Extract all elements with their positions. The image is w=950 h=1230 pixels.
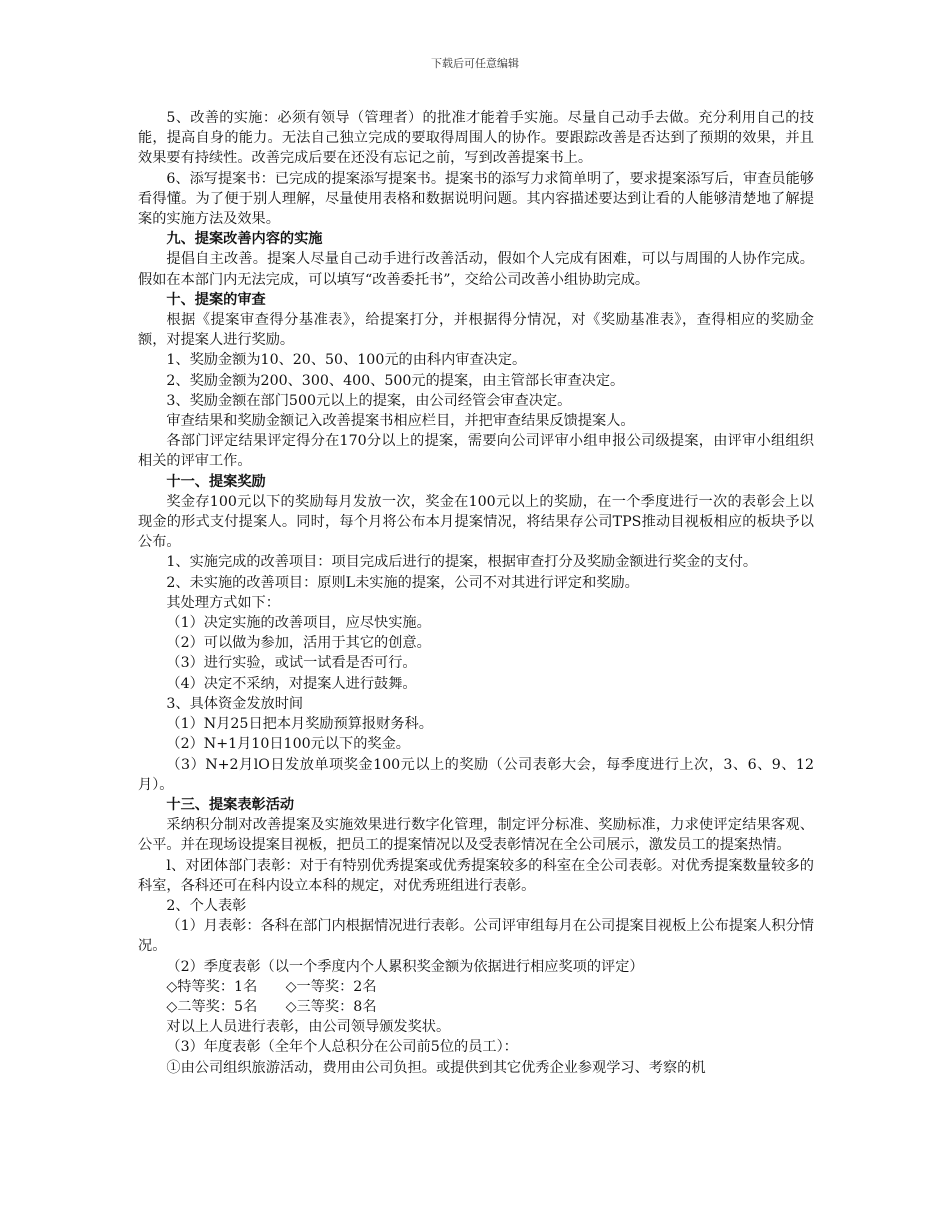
paragraph: 3、具体资金发放时间 (166, 695, 304, 712)
paragraph: 5、改善的实施：必须有领导（管理者）的批准才能着手实施。尽量自己动手去做。充分利用自己的技能，提高自身的能力。无法自己独立完成的要取得周围人的协作。要跟踪改善是否达到了预期的效果，并且效果要有持续性。改善完成后要在还没有忘记之前，写到改善提案书上。 (138, 110, 814, 167)
paragraph: （3）年度表彰（全年个人总积分在公司前5位的员工）： (166, 1039, 518, 1056)
paragraph: 提倡自主改善。提案人尽量自己动手进行改善活动，假如个人完成有困难，可以与周围的人协作完成。假如在本部门内无法完成，可以填写“改善委托书”，交给公司改善小组协助完成。 (138, 251, 814, 288)
section-heading: 十一、提案奖励 (166, 473, 266, 490)
paragraph: 对以上人员进行表彰，由公司领导颁发奖状。 (166, 1019, 451, 1036)
paragraph: ◇二等奖：5名 ◇三等奖：8名 (166, 998, 377, 1015)
paragraph: （3）N+2月lO日发放单项奖金100元以上的奖励（公司表彰大会，每季度进行上次，3、6、9、12月）。 (138, 756, 814, 793)
paragraph: （2）季度表彰（以一个季度内个人累积奖金额为依据进行相应奖项的评定） (166, 958, 644, 975)
paragraph: 2、未实施的改善项目：原则L未实施的提案，公司不对其进行评定和奖励。 (166, 574, 639, 591)
paragraph: 2、个人表彰 (166, 897, 247, 914)
paragraph: 根据《提案审查得分基准表》，给提案打分，并根据得分情况，对《奖励基准表》，查得相应的奖励金额，对提案人进行奖励。 (138, 312, 814, 349)
paragraph: （3）进行实验，或试一试看是否可行。 (166, 655, 417, 672)
paragraph: ◇特等奖：1名 ◇一等奖：2名 (166, 978, 377, 995)
section-heading: 十三、提案表彰活动 (166, 796, 295, 813)
paragraph: 1、实施完成的改善项目：项目完成后进行的提案，根据审查打分及奖励金额进行奖金的支付。 (166, 554, 758, 571)
paragraph: 采纳积分制对改善提案及实施效果进行数字化管理，制定评分标准、奖励标准，力求使评定结果客观、公平。并在现场设提案目视板，把员工的提案情况以及受表彰情况在全公司展示，激发员工的提案热情。 (138, 817, 814, 854)
paragraph: 6、添写提案书：已完成的提案添写提案书。提案书的添写力求简单明了，要求提案添写后，审查员能够看得懂。为了便于别人理解，尽量使用表格和数据说明问题。其内容描述要达到让看的人能够清楚地了解提案的实施方法及效果。 (138, 170, 814, 228)
paragraph: 奖金存100元以下的奖励每月发放一次，奖金在100元以上的奖励，在一个季度进行一次的表彰会上以现金的形式支付提案人。同时，每个月将公布本月提案情况，将结果存公司TPS推动目视板相应的板块予以公布。 (138, 493, 814, 551)
paragraph: （1）月表彰：各科在部门内根据情况进行表彰。公司评审组每月在公司提案目视板上公布提案人积分情况。 (138, 918, 814, 955)
paragraph: （1）决定实施的改善项目，应尽快实施。 (166, 615, 431, 632)
paragraph: ①由公司组织旅游活动，费用由公司负担。或提供到其它优秀企业参观学习、考察的机 (166, 1059, 706, 1076)
paragraph: （2）可以做为参加，活用于其它的创意。 (166, 635, 431, 652)
paragraph: 3、奖励金额在部门500元以上的提案，由公司经管会审查决定。 (166, 392, 572, 409)
paragraph: （1）N月25日把本月奖励预算报财务科。 (166, 716, 433, 733)
page-header: 下载后可任意编辑 (431, 57, 519, 70)
paragraph: 审查结果和奖励金额记入改善提案书相应栏目，并把审查结果反馈提案人。 (166, 413, 635, 430)
paragraph: （2）N+1月10日100元以下的奖金。 (166, 736, 410, 753)
paragraph: l、对团体部门表彰：对于有特别优秀提案或优秀提案较多的科室在全公司表彰。对优秀提案数量较多的科室，各科还可在科内设立本科的规定，对优秀班组进行表彰。 (138, 857, 814, 894)
section-heading: 九、提案改善内容的实施 (166, 231, 323, 248)
paragraph: 1、奖励金额为10、20、50、100元的由科内审查决定。 (166, 352, 527, 369)
paragraph: 各部门评定结果评定得分在170分以上的提案，需要向公司评审小组申报公司级提案，由评审小组组织相关的评审工作。 (138, 433, 814, 470)
document-body (138, 108, 814, 1078)
paragraph: 2、奖励金额为200、300、400、500元的提案，由主管部长审查决定。 (166, 372, 625, 389)
section-heading: 十、提案的审查 (166, 291, 266, 308)
paragraph: 其处理方式如下： (166, 594, 280, 611)
paragraph: （4）决定不采纳，对提案人进行鼓舞。 (166, 675, 417, 692)
